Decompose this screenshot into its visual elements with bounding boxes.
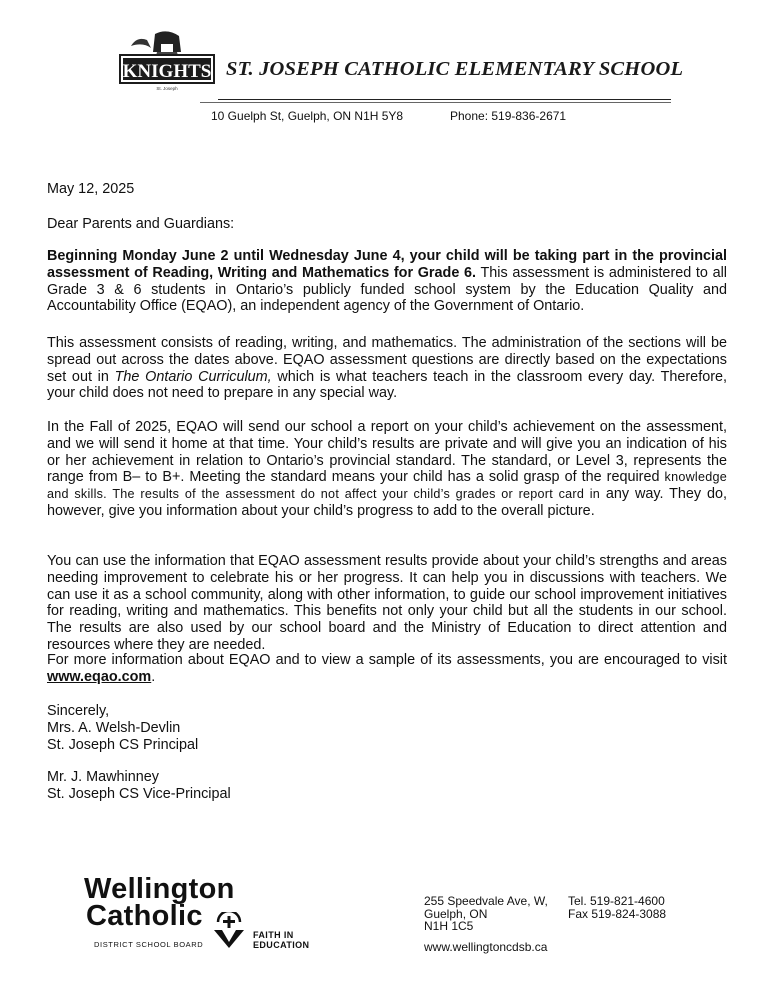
header-divider — [218, 99, 671, 100]
paragraph-3 — [47, 419, 727, 520]
board-name-line-2: Catholic — [86, 900, 203, 932]
vice-principal-title: St. Joseph CS Vice-Principal — [47, 785, 231, 802]
closing: Sincerely, — [47, 703, 110, 719]
curriculum-title: The Ontario Curriculum, — [114, 368, 272, 385]
vice-principal-name: Mr. J. Mawhinney — [47, 769, 159, 785]
principal-title: St. Joseph CS Principal — [47, 736, 199, 753]
board-tel: Tel. 519-821-4600 — [568, 894, 665, 908]
board-motto — [253, 930, 309, 950]
board-address-line-1: 255 Speedvale Ave, W, — [424, 894, 548, 908]
paragraph-5-text-a: For more information about EQAO and to view a sample of its assessments, you are encouraged to visit — [47, 652, 727, 668]
salutation: Dear Parents and Guardians: — [47, 216, 235, 232]
school-phone: Phone: 519-836-2671 — [450, 109, 567, 123]
logo-text: KNIGHTS — [122, 61, 212, 82]
paragraph-2-text-a: This assessment consists of reading, writing, and mathematics. The administration of the sections will be spread out across the dates above. EQAO assessment questions are directly based on the expectations set out in — [47, 335, 727, 385]
signature-block-principal — [47, 703, 198, 753]
board-website: www.wellingtoncdsb.ca — [424, 940, 548, 954]
board-address-line-2: Guelph, ON — [424, 906, 488, 921]
board-fax: Fax 519-824-3088 — [568, 906, 667, 921]
board-subtitle: DISTRICT SCHOOL BOARD — [94, 940, 204, 949]
board-address — [424, 895, 548, 933]
signature-block-vice-principal — [47, 769, 231, 803]
knights-logo-icon — [117, 30, 217, 94]
board-contact — [568, 895, 666, 920]
svg-text:St. Joseph: St. Joseph — [156, 86, 178, 91]
school-address: 10 Guelph St, Guelph, ON N1H 5Y8 — [211, 109, 404, 123]
paragraph-3-text-a: In the Fall of 2025, EQAO will send our school a report on your child’s achievement on the assessment, and we will send it home at that time. Your child’s results are private and will give you an indication of his or her achievement in relation to Ontario’s provincial standard. The standard, or Level 3, represents the range from B– to B+. Meeting the standard means your child has a solid grasp of the required — [47, 419, 727, 486]
motto-line-1: FAITH IN — [253, 930, 294, 940]
board-name-line-1: Wellington — [84, 873, 235, 905]
motto-line-2: EDUCATION — [253, 940, 310, 950]
paragraph-1-rest: This assessment is administered to all Grade 3 & 6 students in Ontario’s publicly funded school system by the Education Quality and Accountability Office (EQAO), an independent agency of the Government of Ontario. — [47, 264, 727, 315]
paragraph-4: You can use the information that EQAO assessment results provide about your child’s strengths and areas needing improvement to celebrate his or her progress. It can help you in discussions with teachers. We can use it as a school community, along with other information, to guide our school improvement initiatives for reading, writing and mathematics. This benefits not only your child but all the students in our school. The results are also used by our school board and the Ministry of Education to direct attention and resources where they are needed. — [47, 553, 727, 653]
paragraph-5-text-b: . — [151, 668, 156, 685]
paragraph-2-text-b: which is what teachers teach in the classroom every day. Therefore, your child does not need to prepare in any special way. — [47, 368, 727, 402]
paragraph-1-bold: Beginning Monday June 2 until Wednesday June 4, your child will be taking part in the provincial assessment of Reading, Writing and Mathematics for Grade 6. — [47, 248, 727, 281]
paragraph-2 — [47, 335, 727, 402]
board-emblem-icon — [210, 912, 248, 948]
paragraph-1 — [47, 248, 727, 315]
letter-date: May 12, 2025 — [47, 181, 135, 197]
paragraph-3-small-text: knowledge and skills. The results of the assessment do not affect your child’s grades or report card in — [47, 470, 727, 502]
paragraph-3-text-b: any way. They do, however, give you information about your child’s progress to add to the overall picture. — [47, 486, 727, 519]
paragraph-5 — [47, 652, 727, 686]
principal-name: Mrs. A. Welsh-Devlin — [47, 719, 181, 736]
board-address-line-3: N1H 1C5 — [424, 919, 474, 933]
header-divider-secondary — [200, 102, 671, 103]
school-name: ST. JOSEPH CATHOLIC ELEMENTARY SCHOOL — [226, 58, 684, 80]
eqao-link[interactable]: www.eqao.com — [47, 668, 152, 685]
